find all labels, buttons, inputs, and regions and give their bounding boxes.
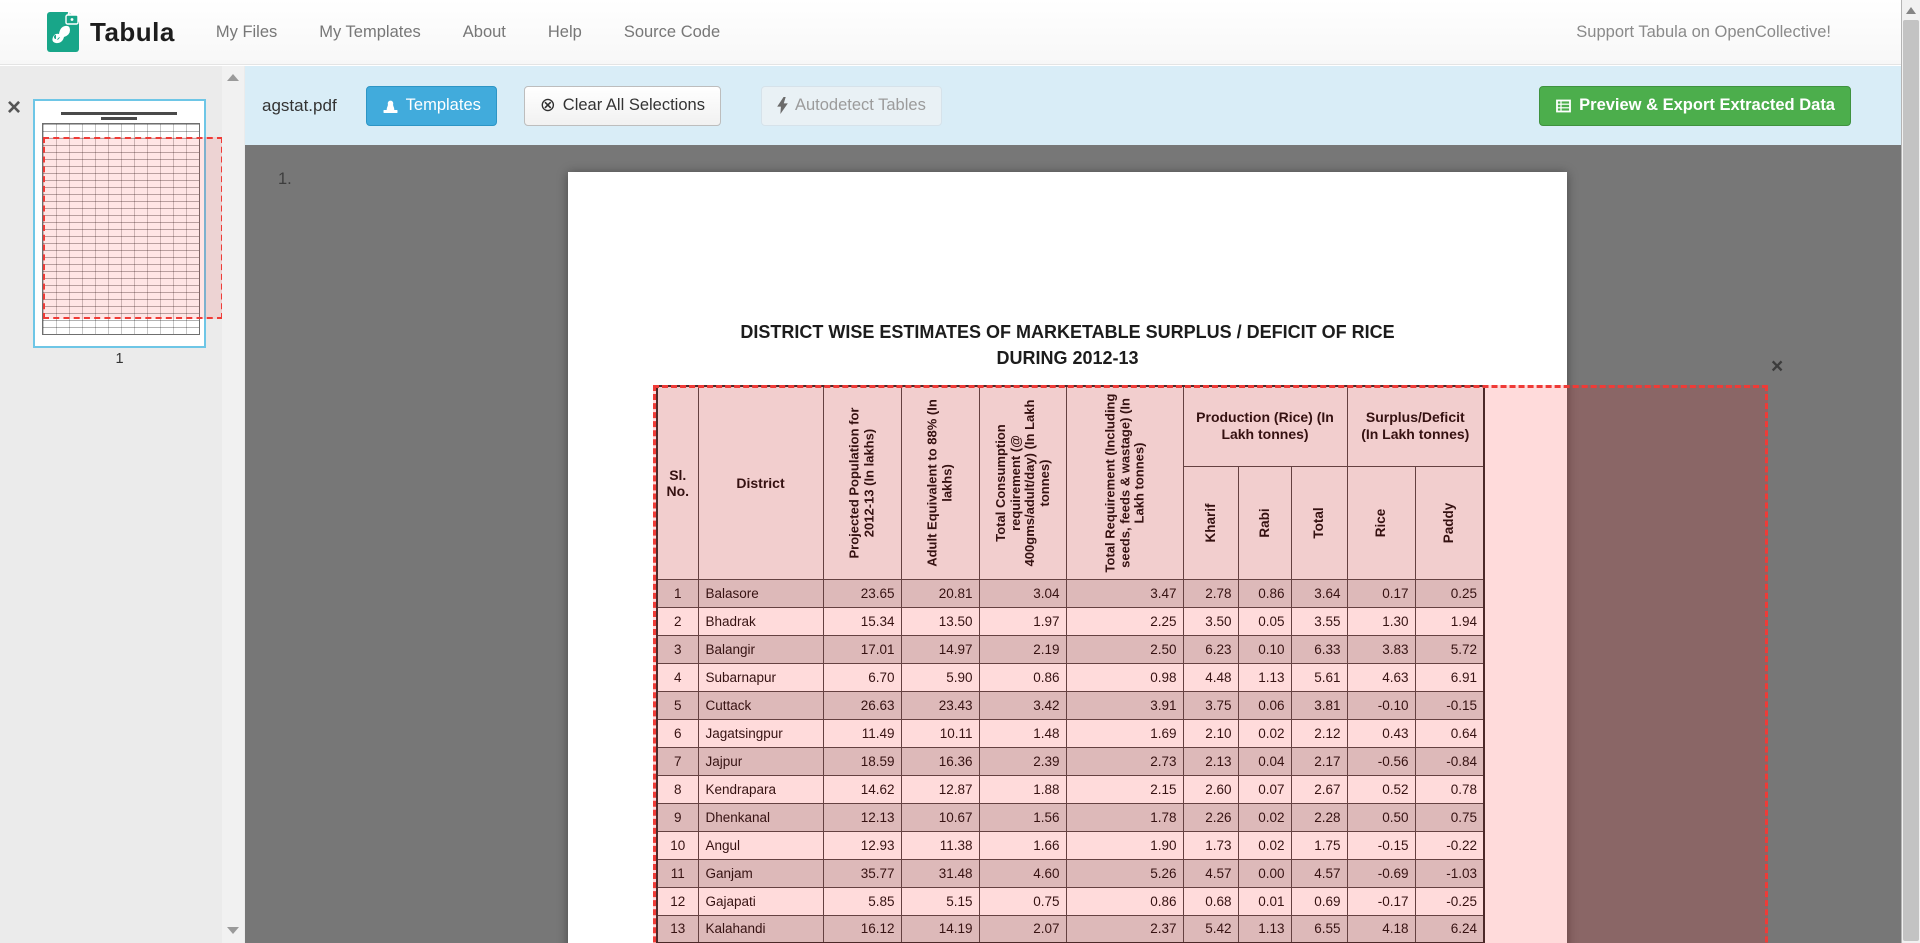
table-cell: -0.15 bbox=[1415, 691, 1484, 719]
clear-button-label: Clear All Selections bbox=[562, 96, 705, 114]
table-cell: 0.02 bbox=[1238, 831, 1291, 859]
export-button-label: Preview & Export Extracted Data bbox=[1579, 96, 1835, 114]
table-cell: 0.10 bbox=[1238, 635, 1291, 663]
column-header: Total Consumption requirement (@ 400gms/adult/day) (In Lakh tonnes) bbox=[979, 386, 1066, 579]
autodetect-button-label: Autodetect Tables bbox=[794, 96, 926, 114]
table-cell: 11.49 bbox=[823, 719, 901, 747]
table-cell: 12.87 bbox=[901, 775, 979, 803]
table-cell: 0.68 bbox=[1183, 887, 1238, 915]
table-cell: 5.42 bbox=[1183, 915, 1238, 943]
table-cell: 1.90 bbox=[1066, 831, 1183, 859]
table-cell: 6.70 bbox=[823, 663, 901, 691]
table-cell: Gajapati bbox=[698, 887, 823, 915]
table-cell: 20.81 bbox=[901, 579, 979, 607]
nav-items bbox=[195, 23, 741, 42]
page-thumbnail-sidebar bbox=[0, 66, 245, 943]
table-cell: 1.13 bbox=[1238, 663, 1291, 691]
table-cell: 0.86 bbox=[1238, 579, 1291, 607]
table-cell: 2.39 bbox=[979, 747, 1066, 775]
table-cell: 12.13 bbox=[823, 803, 901, 831]
table-cell: 0.02 bbox=[1238, 803, 1291, 831]
table-cell: 2.50 bbox=[1066, 635, 1183, 663]
table-cell: 10.67 bbox=[901, 803, 979, 831]
table-cell: 1 bbox=[657, 579, 698, 607]
table-cell: Cuttack bbox=[698, 691, 823, 719]
column-header: Rice bbox=[1347, 466, 1415, 579]
column-header: Kharif bbox=[1183, 466, 1238, 579]
table-cell: 0.86 bbox=[1066, 887, 1183, 915]
table-cell: 3.55 bbox=[1291, 607, 1347, 635]
preview-export-button[interactable] bbox=[1539, 86, 1851, 126]
table-cell: 17.01 bbox=[823, 635, 901, 663]
table-cell: 7 bbox=[657, 747, 698, 775]
nav-item-source-code[interactable]: Source Code bbox=[623, 22, 721, 41]
templates-button-label: Templates bbox=[405, 96, 481, 114]
pdf-canvas[interactable] bbox=[245, 145, 1901, 943]
table-cell: 4.57 bbox=[1291, 859, 1347, 887]
table-cell: 2.60 bbox=[1183, 775, 1238, 803]
scroll-down-icon[interactable] bbox=[227, 927, 239, 934]
column-group-header: Surplus/Deficit (In Lakh tonnes) bbox=[1347, 386, 1484, 466]
table-cell: Angul bbox=[698, 831, 823, 859]
table-cell: 12 bbox=[657, 887, 698, 915]
table-cell: 4.60 bbox=[979, 859, 1066, 887]
brand-name: Tabula bbox=[90, 16, 175, 47]
column-header: Paddy bbox=[1415, 466, 1484, 579]
table-cell: 12.93 bbox=[823, 831, 901, 859]
document-title-line2: DURING 2012-13 bbox=[996, 348, 1139, 368]
table-cell: 5 bbox=[657, 691, 698, 719]
table-cell: 23.43 bbox=[901, 691, 979, 719]
table-cell: 1.13 bbox=[1238, 915, 1291, 943]
table-cell: 13.50 bbox=[901, 607, 979, 635]
table-cell: Balasore bbox=[698, 579, 823, 607]
template-stamp-icon bbox=[382, 98, 399, 114]
scroll-up-icon[interactable] bbox=[227, 74, 239, 81]
column-header: Projected Population for 2012-13 (In lakhs) bbox=[823, 386, 901, 579]
clear-all-selections-button[interactable] bbox=[524, 86, 721, 126]
table-cell: 3.04 bbox=[979, 579, 1066, 607]
table-cell: 0.17 bbox=[1347, 579, 1415, 607]
document-title bbox=[568, 319, 1567, 371]
table-cell: Bhadrak bbox=[698, 607, 823, 635]
table-cell: 0.43 bbox=[1347, 719, 1415, 747]
table-cell: 2.13 bbox=[1183, 747, 1238, 775]
table-cell: 5.72 bbox=[1415, 635, 1484, 663]
selection-close-button[interactable]: × bbox=[1771, 355, 1784, 378]
table-cell: 0.25 bbox=[1415, 579, 1484, 607]
table-list-icon bbox=[1555, 98, 1572, 114]
table-cell: 2.19 bbox=[979, 635, 1066, 663]
scroll-up-icon[interactable] bbox=[1906, 7, 1916, 14]
table-cell: Kendrapara bbox=[698, 775, 823, 803]
templates-button[interactable] bbox=[366, 86, 497, 126]
thumbnail-title-line bbox=[61, 112, 177, 115]
column-header: Adult Equivalent to 88% (In lakhs) bbox=[901, 386, 979, 579]
table-cell: 9 bbox=[657, 803, 698, 831]
table-cell: 0.06 bbox=[1238, 691, 1291, 719]
autodetect-tables-button[interactable] bbox=[761, 86, 942, 126]
table-cell: 8 bbox=[657, 775, 698, 803]
table-cell: 18.59 bbox=[823, 747, 901, 775]
table-cell: 0.04 bbox=[1238, 747, 1291, 775]
table-cell: 1.48 bbox=[979, 719, 1066, 747]
nav-item-about[interactable]: About bbox=[462, 22, 506, 41]
table-cell: -0.17 bbox=[1347, 887, 1415, 915]
table-cell: -0.84 bbox=[1415, 747, 1484, 775]
table-cell: 11.38 bbox=[901, 831, 979, 859]
page-number-label: 1. bbox=[278, 170, 292, 188]
table-cell: 0.98 bbox=[1066, 663, 1183, 691]
table-cell: 0.69 bbox=[1291, 887, 1347, 915]
table-cell: 23.65 bbox=[823, 579, 901, 607]
sidebar-scrollbar[interactable] bbox=[222, 66, 244, 943]
support-link[interactable]: Support Tabula on OpenCollective! bbox=[1576, 22, 1831, 41]
nav-item-help[interactable]: Help bbox=[547, 22, 582, 41]
table-cell: 2.78 bbox=[1183, 579, 1238, 607]
table-cell: 4.63 bbox=[1347, 663, 1415, 691]
table-cell: 1.94 bbox=[1415, 607, 1484, 635]
thumbnail-selection-overlay bbox=[43, 137, 223, 319]
table-cell: 14.19 bbox=[901, 915, 979, 943]
column-header: District bbox=[698, 386, 823, 579]
selection-overlay[interactable] bbox=[653, 385, 1768, 943]
table-cell: 0.00 bbox=[1238, 859, 1291, 887]
table-cell: 3.91 bbox=[1066, 691, 1183, 719]
thumbnail-close-icon[interactable]: × bbox=[7, 94, 22, 121]
table-cell: 6.33 bbox=[1291, 635, 1347, 663]
table-cell: 5.26 bbox=[1066, 859, 1183, 887]
table-cell: 2.28 bbox=[1291, 803, 1347, 831]
table-cell: 5.85 bbox=[823, 887, 901, 915]
table-cell: 2.73 bbox=[1066, 747, 1183, 775]
toolbar bbox=[245, 66, 1901, 145]
clear-circle-x-icon: ⊗ bbox=[539, 95, 556, 116]
table-cell: 10.11 bbox=[901, 719, 979, 747]
table-cell: -0.56 bbox=[1347, 747, 1415, 775]
thumbnail-title-line bbox=[101, 117, 137, 120]
table-cell: 0.50 bbox=[1347, 803, 1415, 831]
table-cell: 0.75 bbox=[979, 887, 1066, 915]
table-cell: 3 bbox=[657, 635, 698, 663]
tabula-logo-icon bbox=[45, 10, 81, 54]
table-cell: 16.12 bbox=[823, 915, 901, 943]
table-cell: 1.30 bbox=[1347, 607, 1415, 635]
table-cell: 0.64 bbox=[1415, 719, 1484, 747]
table-cell: 10 bbox=[657, 831, 698, 859]
table-cell: 0.52 bbox=[1347, 775, 1415, 803]
table-cell: 4.48 bbox=[1183, 663, 1238, 691]
table-cell: Dhenkanal bbox=[698, 803, 823, 831]
table-cell: 0.78 bbox=[1415, 775, 1484, 803]
scrollbar-thumb[interactable] bbox=[1903, 20, 1919, 941]
table-cell: 6.91 bbox=[1415, 663, 1484, 691]
table-cell: 3.42 bbox=[979, 691, 1066, 719]
table-cell: 2.17 bbox=[1291, 747, 1347, 775]
table-cell: 1.66 bbox=[979, 831, 1066, 859]
window-scrollbar[interactable] bbox=[1901, 0, 1920, 943]
table-cell: 2.07 bbox=[979, 915, 1066, 943]
table-cell: 3.64 bbox=[1291, 579, 1347, 607]
table-cell: 6.55 bbox=[1291, 915, 1347, 943]
table-cell: 2 bbox=[657, 607, 698, 635]
lightning-bolt-icon bbox=[777, 97, 788, 114]
column-header: Rabi bbox=[1238, 466, 1291, 579]
table-cell: 1.56 bbox=[979, 803, 1066, 831]
table-cell: 0.07 bbox=[1238, 775, 1291, 803]
table-cell: 6.24 bbox=[1415, 915, 1484, 943]
table-cell: Jagatsingpur bbox=[698, 719, 823, 747]
table-cell: 31.48 bbox=[901, 859, 979, 887]
filename-label: agstat.pdf bbox=[262, 95, 337, 115]
table-cell: Balangir bbox=[698, 635, 823, 663]
document-title-line1: DISTRICT WISE ESTIMATES OF MARKETABLE SURPLUS / DEFICIT OF RICE bbox=[740, 322, 1395, 342]
table-cell: 13 bbox=[657, 915, 698, 943]
table-cell: 1.69 bbox=[1066, 719, 1183, 747]
table-cell: 5.90 bbox=[901, 663, 979, 691]
table-cell: 2.25 bbox=[1066, 607, 1183, 635]
table-cell: 35.77 bbox=[823, 859, 901, 887]
table-cell: 5.15 bbox=[901, 887, 979, 915]
column-header: Total bbox=[1291, 466, 1347, 579]
table-cell: 14.62 bbox=[823, 775, 901, 803]
table-cell: Ganjam bbox=[698, 859, 823, 887]
table-cell: 3.75 bbox=[1183, 691, 1238, 719]
table-cell: 1.73 bbox=[1183, 831, 1238, 859]
table-cell: 1.75 bbox=[1291, 831, 1347, 859]
column-group-header: Production (Rice) (In Lakh tonnes) bbox=[1183, 386, 1347, 466]
table-cell: -0.69 bbox=[1347, 859, 1415, 887]
table-cell: 3.47 bbox=[1066, 579, 1183, 607]
table-cell: 11 bbox=[657, 859, 698, 887]
table-cell: 1.97 bbox=[979, 607, 1066, 635]
table-cell: 1.88 bbox=[979, 775, 1066, 803]
table-cell: 0.01 bbox=[1238, 887, 1291, 915]
nav-item-my-files[interactable]: My Files bbox=[215, 22, 278, 41]
table-cell: 2.15 bbox=[1066, 775, 1183, 803]
table-cell: 3.81 bbox=[1291, 691, 1347, 719]
table-cell: Subarnapur bbox=[698, 663, 823, 691]
table-cell: -0.15 bbox=[1347, 831, 1415, 859]
column-header: Total Requirement (Including seeds, feeds & wastage) (In Lakh tonnes) bbox=[1066, 386, 1183, 579]
navbar bbox=[0, 0, 1901, 65]
table-cell: 0.02 bbox=[1238, 719, 1291, 747]
table-cell: 4 bbox=[657, 663, 698, 691]
table-cell: 2.67 bbox=[1291, 775, 1347, 803]
nav-item-my-templates[interactable]: My Templates bbox=[319, 22, 421, 41]
table-cell: 6 bbox=[657, 719, 698, 747]
column-header: Sl. No. bbox=[657, 386, 698, 579]
table-cell: 6.23 bbox=[1183, 635, 1238, 663]
table-cell: 26.63 bbox=[823, 691, 901, 719]
table-cell: 1.78 bbox=[1066, 803, 1183, 831]
table-cell: 15.34 bbox=[823, 607, 901, 635]
thumbnail-page-number: 1 bbox=[115, 351, 124, 367]
table-cell: Kalahandi bbox=[698, 915, 823, 943]
table-cell: 14.97 bbox=[901, 635, 979, 663]
table-cell: 2.10 bbox=[1183, 719, 1238, 747]
table-cell: 0.05 bbox=[1238, 607, 1291, 635]
table-cell: -0.10 bbox=[1347, 691, 1415, 719]
brand[interactable] bbox=[45, 10, 175, 54]
table-cell: -0.22 bbox=[1415, 831, 1484, 859]
table-cell: 4.18 bbox=[1347, 915, 1415, 943]
table-cell: -0.25 bbox=[1415, 887, 1484, 915]
table-cell: 5.61 bbox=[1291, 663, 1347, 691]
table-cell: 0.75 bbox=[1415, 803, 1484, 831]
table-cell: 3.50 bbox=[1183, 607, 1238, 635]
table-cell: 4.57 bbox=[1183, 859, 1238, 887]
table-cell: 2.26 bbox=[1183, 803, 1238, 831]
table-cell: 2.12 bbox=[1291, 719, 1347, 747]
table-cell: 0.86 bbox=[979, 663, 1066, 691]
table-cell: 3.83 bbox=[1347, 635, 1415, 663]
table-cell: 2.37 bbox=[1066, 915, 1183, 943]
table-cell: 16.36 bbox=[901, 747, 979, 775]
table-cell: Jajpur bbox=[698, 747, 823, 775]
table-cell: -1.03 bbox=[1415, 859, 1484, 887]
